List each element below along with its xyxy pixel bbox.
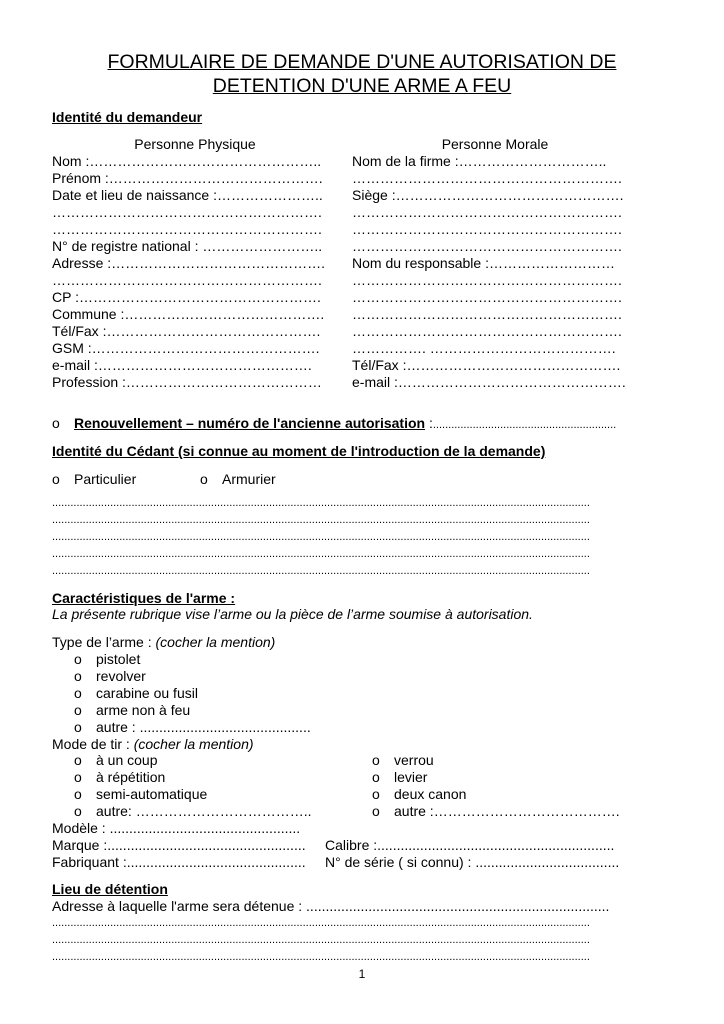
title-line-1: FORMULAIRE DE DEMANDE D'UNE AUTORISATION DE (107, 51, 617, 73)
morale-field-row[interactable]: …………………………………………………. (352, 170, 622, 186)
morale-field-row[interactable]: Tél/Fax :………………………………………. (352, 357, 621, 373)
col-header-morale: Personne Morale (441, 136, 549, 152)
particulier-label: Particulier (74, 471, 137, 487)
mode-tir-text: Mode de tir : (52, 736, 134, 752)
mode-checkbox[interactable]: o (74, 786, 82, 802)
col-header-physique: Personne Physique (134, 136, 256, 152)
physique-field-row[interactable]: Adresse :………………………………………. (52, 255, 326, 271)
armurier-checkbox[interactable]: o (200, 471, 208, 487)
morale-field-row[interactable]: ……………. …………………………………. (352, 340, 616, 356)
morale-field-row[interactable]: …………………………………………………. (352, 289, 622, 305)
morale-field-row[interactable]: …………………………………………………. (352, 204, 622, 220)
renouvellement-label: Renouvellement – numéro de l'ancienne autorisation (74, 415, 426, 431)
physique-field-row[interactable]: CP :……………………………………………. (52, 289, 321, 305)
mode-option-label: à un coup (96, 752, 158, 768)
serie-field[interactable]: N° de série ( si connu) : ..................................... (325, 854, 620, 870)
mode-option-label: deux canon (394, 786, 467, 802)
cedant-dotted-line[interactable]: ................................................................................................................................................................................ (52, 514, 590, 526)
mode-option-label: semi-automatique (96, 786, 208, 802)
physique-field-row[interactable]: …………………………………………………. (52, 204, 322, 220)
fabriquant-field[interactable]: Fabriquant :.............................................. (52, 854, 306, 870)
mode-checkbox[interactable]: o (372, 769, 380, 785)
mode-option-label: verrou (394, 752, 434, 768)
lieu-dotted-line[interactable]: ................................................................................................................................................................................ (52, 917, 590, 929)
physique-field-row[interactable]: N° de registre national : …………………….. (52, 238, 323, 254)
physique-field-row[interactable]: Profession :…………………………………… (52, 374, 322, 390)
physique-field-row[interactable]: e-mail :………………………………………. (52, 357, 312, 373)
physique-field-row[interactable]: …………………………………………………. (52, 272, 322, 288)
physique-field-row[interactable]: Date et lieu de naissance :………………….. (52, 187, 323, 203)
arme-subtitle: La présente rubrique vise l’arme ou la pièce de l’arme soumise à autorisation. (52, 606, 533, 622)
morale-field-row[interactable]: …………………………………………………. (352, 323, 622, 339)
cedant-dotted-line[interactable]: ................................................................................................................................................................................ (52, 497, 590, 509)
armurier-label: Armurier (222, 471, 276, 487)
page-number: 1 (358, 967, 366, 981)
physique-field-row[interactable]: Nom :………………………………………….. (52, 153, 322, 169)
mode-checkbox[interactable]: o (372, 803, 380, 819)
mode-checkbox[interactable]: o (372, 786, 380, 802)
form-title (0, 50, 724, 98)
physique-field-row[interactable]: Tél/Fax :………………………………………. (52, 323, 321, 339)
type-arme-label (52, 634, 275, 651)
adresse-detention-field[interactable]: Adresse à laquelle l'arme sera détenue : .............................................................................. (52, 898, 610, 914)
lieu-dotted-line[interactable]: ................................................................................................................................................................................ (52, 934, 590, 946)
type-option-label: carabine ou fusil (96, 685, 198, 701)
type-option-label: arme non à feu (96, 702, 191, 718)
morale-field-row[interactable]: Nom de la firme :………………………….. (352, 153, 607, 169)
calibre-field[interactable]: Calibre :............................................................. (325, 837, 615, 853)
type-option-label: revolver (96, 668, 146, 684)
type-checkbox[interactable]: o (74, 719, 82, 735)
mode-tir-hint: (cocher la mention) (133, 736, 254, 752)
morale-field-row[interactable]: …………………………………………………. (352, 221, 622, 237)
section-heading-lieu: Lieu de détention (52, 881, 168, 897)
type-arme-text: Type de l’arme : (52, 634, 156, 650)
type-checkbox[interactable]: o (74, 685, 82, 701)
mode-option-label: levier (394, 769, 428, 785)
mode-checkbox[interactable]: o (372, 752, 380, 768)
morale-field-row[interactable]: e-mail :…………………………………………. (352, 374, 626, 390)
mode-checkbox[interactable]: o (74, 803, 82, 819)
title-line-2: DETENTION D'UNE ARME A FEU (212, 75, 512, 97)
physique-field-row[interactable]: Prénom :………………………………………. (52, 170, 323, 186)
morale-field-row[interactable]: Siège :…………………………………………. (352, 187, 624, 203)
morale-field-row[interactable]: …………………………………………………. (352, 272, 622, 288)
section-heading-identite: Identité du demandeur (52, 109, 203, 125)
marque-field[interactable]: Marque :................................................... (52, 837, 306, 853)
lieu-dotted-line[interactable]: ................................................................................................................................................................................ (52, 951, 590, 963)
mode-option-label: autre :…………………………………. (394, 803, 620, 819)
renouvellement-checkbox[interactable]: o (52, 415, 60, 431)
modele-field[interactable]: Modèle : ................................................. (52, 820, 301, 836)
cedant-dotted-line[interactable]: ................................................................................................................................................................................ (52, 531, 590, 543)
particulier-checkbox[interactable]: o (52, 471, 60, 487)
physique-field-row[interactable]: …………………………………………………. (52, 221, 322, 237)
renouvellement-colon: : (425, 415, 433, 431)
cedant-dotted-line[interactable]: ................................................................................................................................................................................ (52, 548, 590, 560)
type-option-label: autre : ............................................ (96, 719, 311, 735)
type-arme-hint: (cocher la mention) (155, 634, 276, 650)
morale-field-row[interactable]: …………………………………………………. (352, 306, 622, 322)
section-heading-arme: Caractéristiques de l'arme : (52, 590, 236, 606)
type-option-label: pistolet (96, 651, 141, 667)
cedant-dotted-line[interactable]: ................................................................................................................................................................................ (52, 565, 590, 577)
renouvellement-field[interactable]: ............................................................ (432, 419, 617, 431)
renouvellement-line (74, 415, 616, 434)
type-checkbox[interactable]: o (74, 651, 82, 667)
type-checkbox[interactable]: o (74, 668, 82, 684)
type-checkbox[interactable]: o (74, 702, 82, 718)
mode-option-label: autre: ……………………………….. (96, 803, 312, 819)
physique-field-row[interactable]: GSM :…………………………………………. (52, 340, 320, 356)
mode-tir-label (52, 736, 254, 753)
physique-field-row[interactable]: Commune :……………………………………. (52, 306, 325, 322)
mode-option-label: à répétition (96, 769, 166, 785)
mode-checkbox[interactable]: o (74, 752, 82, 768)
morale-field-row[interactable]: …………………………………………………. (352, 238, 622, 254)
mode-checkbox[interactable]: o (74, 769, 82, 785)
section-heading-cedant: Identité du Cédant (si connue au moment de l'introduction de la demande) (52, 443, 546, 459)
morale-field-row[interactable]: Nom du responsable :……………………… (352, 255, 615, 271)
